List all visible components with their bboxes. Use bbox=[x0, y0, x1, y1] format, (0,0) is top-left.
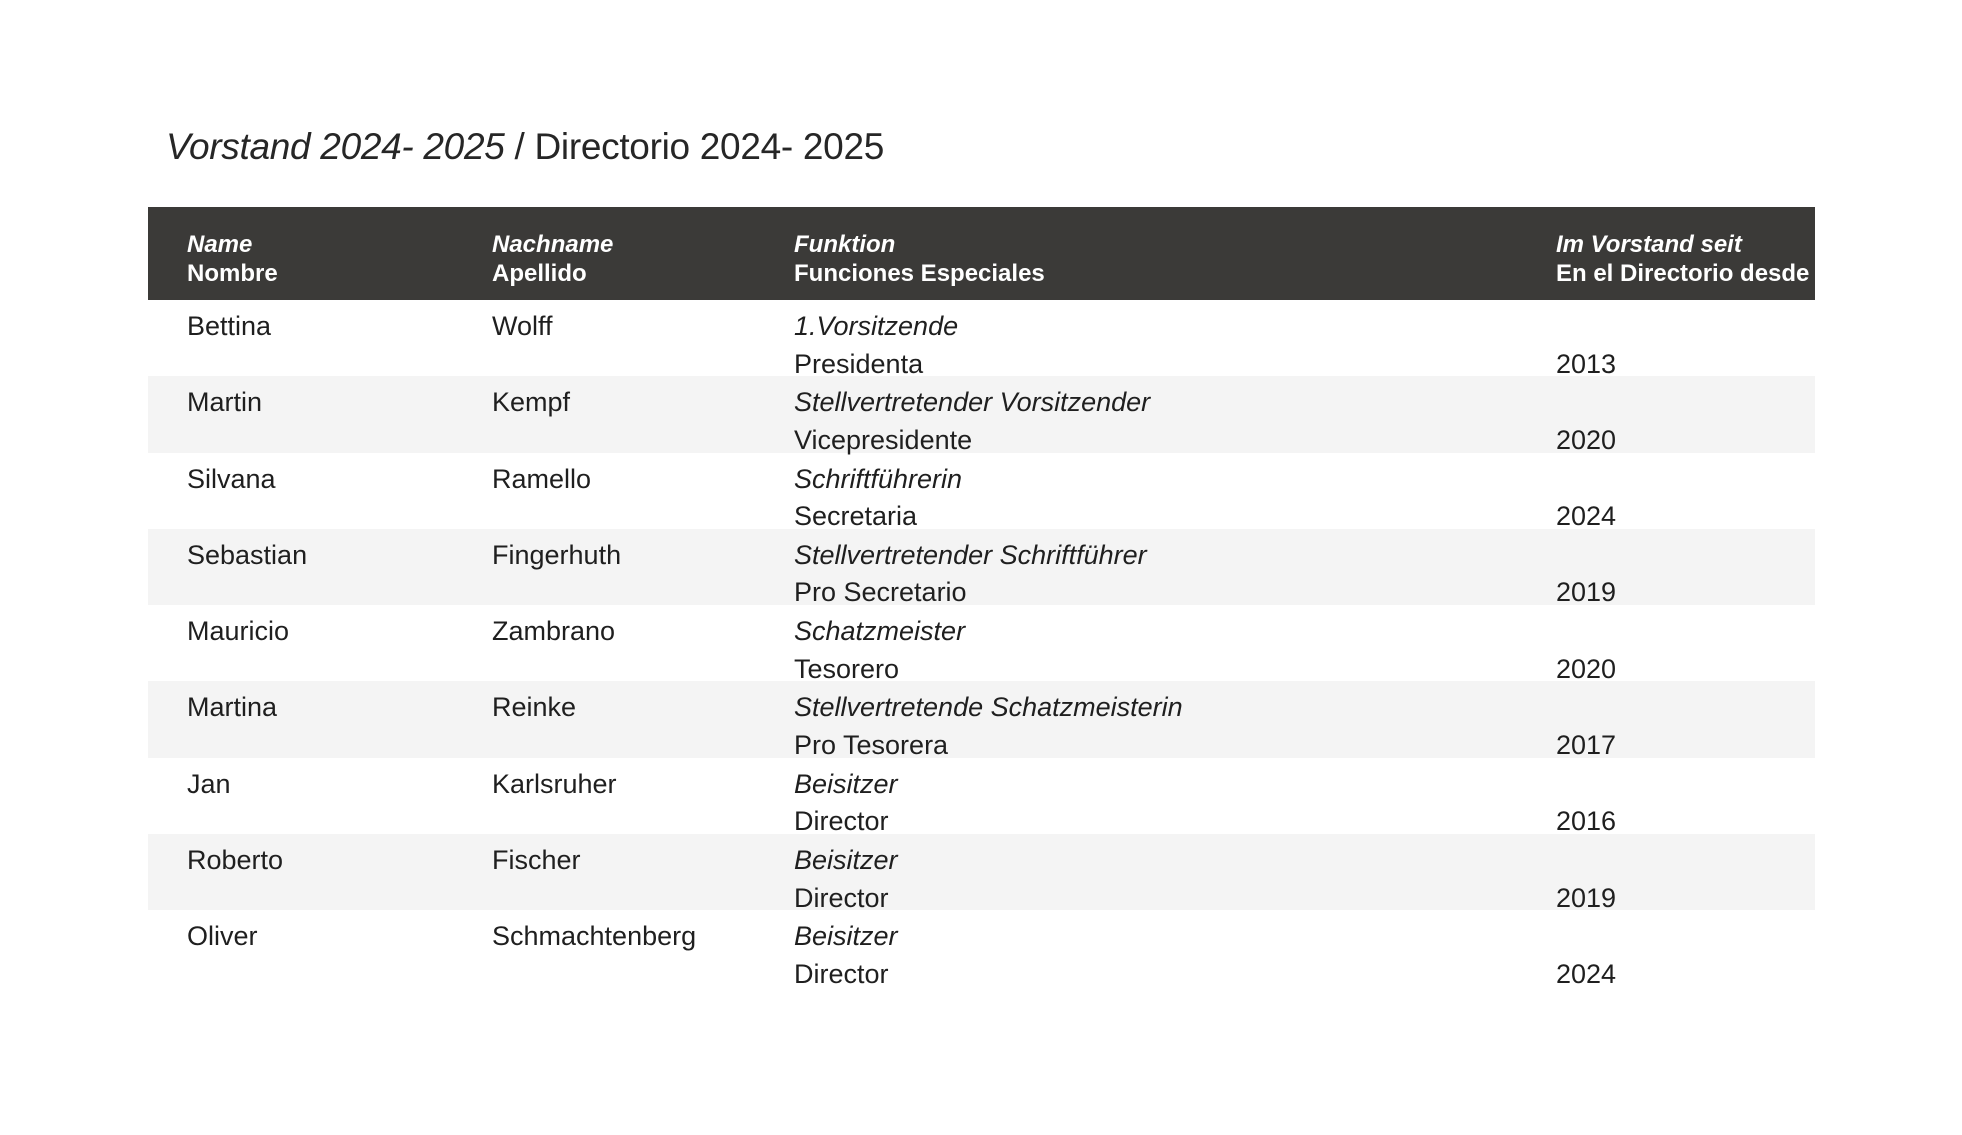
header-name-de: Name bbox=[187, 231, 253, 258]
cell-since-year bbox=[1556, 461, 1815, 536]
cell-function bbox=[794, 384, 1556, 459]
cell-function bbox=[794, 689, 1556, 764]
board-since-year: 2024 bbox=[1556, 958, 1617, 989]
cell-since-year bbox=[1556, 308, 1815, 383]
header-function-es: Funciones Especiales bbox=[794, 260, 1045, 287]
header-cell-function bbox=[794, 230, 1556, 300]
last-name: Reinke bbox=[492, 692, 577, 723]
header-since-es: En el Directorio desde bbox=[1556, 260, 1810, 287]
cell-function bbox=[794, 537, 1556, 612]
table-row bbox=[148, 300, 1815, 379]
role-german: Schatzmeister bbox=[794, 616, 966, 647]
role-german: Beisitzer bbox=[794, 768, 898, 799]
role-german: Beisitzer bbox=[794, 921, 898, 952]
role-spanish: Pro Secretario bbox=[794, 577, 967, 608]
cell-function bbox=[794, 613, 1556, 688]
role-spanish: Presidenta bbox=[794, 348, 924, 379]
page-title-german: Vorstand 2024- 2025 bbox=[166, 126, 505, 167]
last-name: Fischer bbox=[492, 845, 581, 876]
first-name: Oliver bbox=[187, 921, 258, 952]
cell-first-name bbox=[148, 689, 492, 764]
cell-last-name bbox=[492, 766, 794, 841]
role-spanish: Tesorero bbox=[794, 653, 900, 684]
table-row bbox=[148, 376, 1815, 455]
role-spanish: Vicepresidente bbox=[794, 424, 973, 455]
table-header-row bbox=[148, 207, 1815, 300]
cell-last-name bbox=[492, 308, 794, 383]
table-row bbox=[148, 758, 1815, 837]
table-row bbox=[148, 834, 1815, 913]
role-german: Stellvertretender Schriftführer bbox=[794, 539, 1147, 570]
header-name-es: Nombre bbox=[187, 260, 278, 287]
cell-function bbox=[794, 308, 1556, 383]
header-cell-since bbox=[1556, 230, 1815, 300]
last-name: Ramello bbox=[492, 463, 592, 494]
last-name: Karlsruher bbox=[492, 768, 617, 799]
page-title-spanish: Directorio 2024- 2025 bbox=[534, 126, 885, 167]
last-name: Wolff bbox=[492, 311, 553, 341]
cell-last-name bbox=[492, 461, 794, 536]
header-lastname-de: Nachname bbox=[492, 231, 614, 258]
first-name: Bettina bbox=[187, 311, 272, 341]
cell-since-year bbox=[1556, 384, 1815, 459]
cell-last-name bbox=[492, 384, 794, 459]
cell-function bbox=[794, 766, 1556, 841]
table-row bbox=[148, 529, 1815, 608]
cell-since-year bbox=[1556, 537, 1815, 612]
board-since-year: 2020 bbox=[1556, 424, 1617, 455]
role-german: Schriftführerin bbox=[794, 463, 963, 494]
table-row bbox=[148, 605, 1815, 684]
role-spanish: Secretaria bbox=[794, 501, 918, 532]
page-title bbox=[166, 126, 884, 168]
role-spanish: Director bbox=[794, 882, 889, 913]
first-name: Martin bbox=[187, 387, 263, 418]
cell-last-name bbox=[492, 689, 794, 764]
page-title-separator: / bbox=[504, 126, 535, 167]
first-name: Mauricio bbox=[187, 616, 290, 647]
first-name: Silvana bbox=[187, 463, 276, 494]
last-name: Schmachtenberg bbox=[492, 921, 697, 952]
cell-function bbox=[794, 918, 1556, 993]
table-body bbox=[148, 300, 1815, 987]
cell-first-name bbox=[148, 384, 492, 459]
first-name: Martina bbox=[187, 692, 278, 723]
role-spanish: Pro Tesorera bbox=[794, 729, 949, 760]
cell-last-name bbox=[492, 918, 794, 993]
cell-first-name bbox=[148, 613, 492, 688]
cell-last-name bbox=[492, 537, 794, 612]
cell-first-name bbox=[148, 461, 492, 536]
cell-function bbox=[794, 461, 1556, 536]
cell-function bbox=[794, 842, 1556, 917]
header-function-de: Funktion bbox=[794, 231, 896, 258]
board-since-year: 2024 bbox=[1556, 501, 1617, 532]
role-german: 1.Vorsitzende bbox=[794, 311, 959, 341]
role-german: Stellvertretende Schatzmeisterin bbox=[794, 692, 1183, 723]
first-name: Sebastian bbox=[187, 539, 308, 570]
cell-since-year bbox=[1556, 689, 1815, 764]
role-spanish: Director bbox=[794, 958, 889, 989]
board-since-year: 2017 bbox=[1556, 729, 1617, 760]
role-german: Beisitzer bbox=[794, 845, 898, 876]
cell-first-name bbox=[148, 308, 492, 383]
header-cell-name bbox=[148, 230, 492, 300]
first-name: Roberto bbox=[187, 845, 284, 876]
table-row bbox=[148, 453, 1815, 532]
table-row bbox=[148, 910, 1815, 989]
cell-first-name bbox=[148, 918, 492, 993]
cell-since-year bbox=[1556, 918, 1815, 993]
cell-first-name bbox=[148, 537, 492, 612]
role-spanish: Director bbox=[794, 806, 889, 837]
cell-first-name bbox=[148, 842, 492, 917]
board-since-year: 2019 bbox=[1556, 882, 1617, 913]
role-german: Stellvertretender Vorsitzender bbox=[794, 387, 1151, 418]
cell-last-name bbox=[492, 613, 794, 688]
cell-since-year bbox=[1556, 842, 1815, 917]
board-since-year: 2019 bbox=[1556, 577, 1617, 608]
header-lastname-es: Apellido bbox=[492, 260, 587, 287]
cell-first-name bbox=[148, 766, 492, 841]
board-since-year: 2013 bbox=[1556, 348, 1617, 379]
last-name: Kempf bbox=[492, 387, 571, 418]
board-members-table bbox=[148, 207, 1815, 987]
header-since-de: Im Vorstand seit bbox=[1556, 231, 1742, 258]
last-name: Fingerhuth bbox=[492, 539, 622, 570]
first-name: Jan bbox=[187, 768, 231, 799]
last-name: Zambrano bbox=[492, 616, 616, 647]
cell-since-year bbox=[1556, 766, 1815, 841]
board-since-year: 2020 bbox=[1556, 653, 1617, 684]
board-since-year: 2016 bbox=[1556, 806, 1617, 837]
cell-since-year bbox=[1556, 613, 1815, 688]
table-row bbox=[148, 681, 1815, 760]
header-cell-lastname bbox=[492, 230, 794, 300]
cell-last-name bbox=[492, 842, 794, 917]
